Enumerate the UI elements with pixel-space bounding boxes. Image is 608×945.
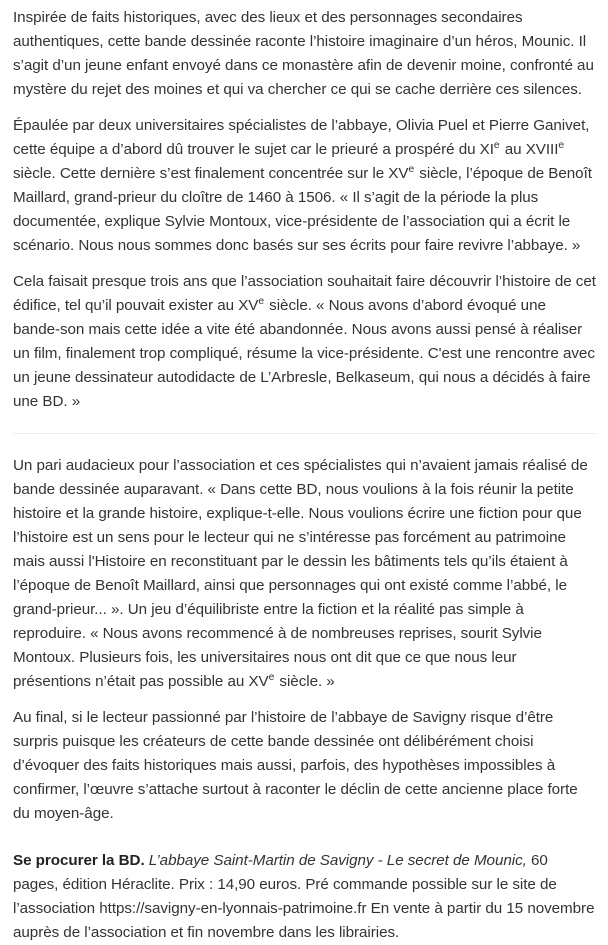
paragraph-au-final-text: Au final, si le lecteur passionné par l’histoire de l’abbaye de Savigny risque d’être surpris puisque les créateurs de cette bande dessinée ont délibérément choisi d’évoquer des faits historiques mais aussi, parfois, des hypothèses impossibles à confirmer, l’œuvre s’attache surtout à raconter le déclin de cette ancienne place forte du moyen-âge. [13,709,578,822]
paragraph-intro-text: Inspirée de faits historiques, avec des lieux et des personnages secondaires authentiques, cette bande dessinée raconte l’histoire imaginaire d’un héros, Mounic. Il s’agit d’un jeune enfant envoyé dans ce monastère afin de devenir moine, confronté au mystère du rejet des moines et qui va chercher ce qui se cache derrière ces silences. [13,9,594,98]
ordinal-suffix-xviii [558,141,565,158]
se-procurer-label: Se procurer la BD. [13,852,145,869]
superscript-e: e [268,671,276,683]
ordinal-suffix-xi [494,141,501,158]
section-divider [13,433,596,434]
se-procurer-details: 60 pages, édition Héraclite. Prix : 14,90 euros. Pré commande possible sur le site de l’association https://savigny-en-lyonnais-patrimoine.fr En vente à partir du 15 novembre auprès de l’association et fin novembre dans les librairies. [13,852,595,941]
paragraph-trois-ans-text-a: Cela faisait presque trois ans que l’association souhaitait faire découvrir l’histoire de cet édifice, tel qu’il pouvait exister au XV [13,273,596,314]
superscript-e: e [408,163,416,175]
superscript-e: e [558,139,566,151]
paragraph-trois-ans-text-b: siècle. « Nous avons d’abord évoqué une bande-son mais cette idée a vite été abandonnée. Nous avons aussi pensé à réaliser un film, finalement trop compliqué, résume la vice-présidente. C'est une rencontre avec un jeune dessinateur autodidacte de L’Arbresle, Belkaseum, qui nous a décidés à faire une BD. » [13,297,595,410]
paragraph-universitaires-text-c: siècle. Cette dernière s’est finalement concentrée sur le XV [13,165,409,182]
paragraph-se-procurer [13,849,596,945]
paragraph-intro [13,6,596,102]
paragraph-au-final [13,706,596,826]
superscript-e: e [258,295,266,307]
paragraph-universitaires-text-a: Épaulée par deux universitaires spécialistes de l’abbaye, Olivia Puel et Pierre Ganivet, cette équipe a d’abord dû trouver le sujet car le prieuré a prospéré du XI [13,117,590,158]
paragraph-pari-audacieux-text-a: Un pari audacieux pour l’association et ces spécialistes qui n’avaient jamais réalisé de bande dessinée auparavant. « Dans cette BD, nous voulions à la fois réunir la petite histoire et la grande histoire, explique-t-elle. Nous voulions écrire une fiction pour que l’histoire est un sens pour le lecteur qui ne s’intéresse pas forcément au patrimoine mais aussi l'Histoire en reconstituant par le dessin les bâtiments tels qu’ils étaient à l’époque de Benoît Maillard, ainsi que personnages qui ont existé comme l’abbé, le grand-prieur... ». Un jeu d’équilibriste entre la fiction et la réalité pas simple à reproduire. « Nous avons recommencé à de nombreuses reprises, sourit Sylvie Montoux. Plusieurs fois, les universitaires nous ont dit que ce que nous leur présentions n’était pas possible au XV [13,457,588,690]
paragraph-pari-audacieux [13,454,596,694]
superscript-e: e [493,139,501,151]
paragraph-spacer [13,838,596,849]
paragraph-trois-ans [13,270,596,414]
paragraph-pari-audacieux-text-b: siècle. » [275,673,335,690]
paragraph-universitaires-text-d: siècle, l’époque de Benoît Maillard, grand-prieur du cloître de 1460 à 1506. « Il s’agit de la période la plus documentée, explique Sylvie Montoux, vice-présidente de l’association qui a écrit le scénario. Nous nous sommes donc basés sur ses écrits pour faire revivre l’abbaye. » [13,165,592,254]
book-title: L’abbaye Saint-Martin de Savigny - Le secret de Mounic, [148,852,527,869]
paragraph-universitaires-text-b: au XVIII [500,141,559,158]
paragraph-universitaires [13,114,596,258]
